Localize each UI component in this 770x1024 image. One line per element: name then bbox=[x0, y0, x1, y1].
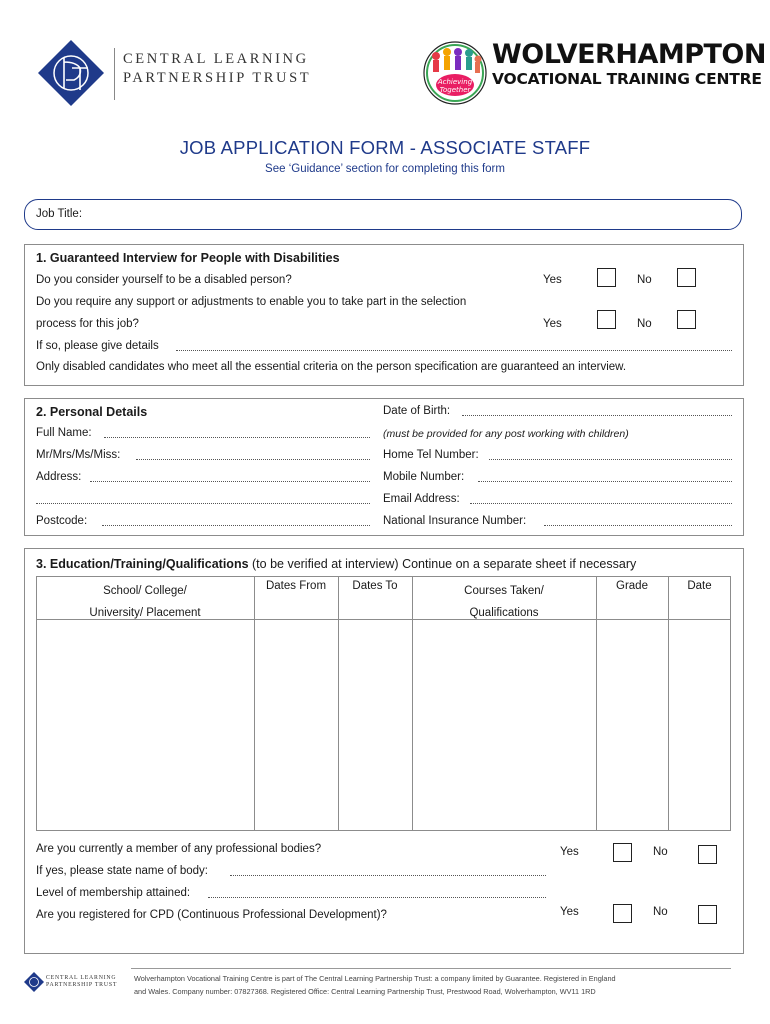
table-divider bbox=[596, 576, 597, 831]
col-header-dates-to: Dates To bbox=[352, 580, 398, 592]
cpd-yes-label: Yes bbox=[560, 906, 579, 918]
footer-brand-line1: CENTRAL LEARNING bbox=[46, 975, 117, 981]
email-line[interactable] bbox=[470, 503, 732, 504]
q1-yes-checkbox[interactable] bbox=[597, 268, 616, 287]
q-body-name: If yes, please state name of body: bbox=[36, 865, 208, 877]
title-label: Mr/Mrs/Ms/Miss: bbox=[36, 449, 121, 461]
wvtc-title: WOLVERHAMPTON bbox=[492, 39, 766, 70]
q1-no-label: No bbox=[637, 274, 652, 286]
q2-yes-checkbox[interactable] bbox=[597, 310, 616, 329]
q-support-line1: Do you require any support or adjustments to enable you to take part in the selection bbox=[36, 296, 467, 308]
wvtc-subtitle: VOCATIONAL TRAINING CENTRE bbox=[492, 70, 762, 88]
q2-yes-label: Yes bbox=[543, 318, 562, 330]
q-support-line2: process for this job? bbox=[36, 318, 139, 330]
col-header-courses bbox=[412, 580, 596, 624]
achieving-together-badge-icon bbox=[422, 40, 488, 106]
mobile-label: Mobile Number: bbox=[383, 471, 465, 483]
col-school-line1: School/ College/ bbox=[103, 585, 187, 597]
cpd-no-label: No bbox=[653, 906, 668, 918]
col-header-date: Date bbox=[687, 580, 712, 592]
col-header-school bbox=[36, 580, 254, 624]
page-subtitle: See ‘Guidance’ section for completing this form bbox=[265, 163, 505, 175]
job-title-label: Job Title: bbox=[36, 208, 83, 220]
page-title: JOB APPLICATION FORM - ASSOCIATE STAFF bbox=[179, 137, 591, 158]
full-name-label: Full Name: bbox=[36, 427, 92, 439]
member-yes-checkbox[interactable] bbox=[613, 843, 632, 862]
title-line[interactable] bbox=[136, 459, 370, 460]
full-name-line[interactable] bbox=[104, 437, 370, 438]
col-header-dates-from: Dates From bbox=[265, 580, 327, 592]
details-line[interactable] bbox=[176, 350, 732, 351]
footer-cl-trust-logo-icon bbox=[24, 972, 44, 992]
q2-no-label: No bbox=[637, 318, 652, 330]
table-divider bbox=[668, 576, 669, 831]
badge-line2: Together bbox=[439, 86, 471, 94]
guarantee-note: Only disabled candidates who meet all the essential criteria on the person specification are guaranteed an interview. bbox=[36, 361, 627, 373]
details-label: If so, please give details bbox=[36, 340, 159, 352]
job-title-field[interactable] bbox=[24, 199, 742, 230]
footer-legal-text bbox=[134, 972, 734, 998]
cpd-yes-checkbox[interactable] bbox=[613, 904, 632, 923]
address-line2[interactable] bbox=[36, 503, 370, 504]
footer-text-line1: Wolverhampton Vocational Training Centre is part of The Central Learning Partnership Trust: a company limited by Guarantee. Registered in England bbox=[134, 974, 616, 983]
address-line1[interactable] bbox=[90, 481, 370, 482]
table-divider bbox=[254, 576, 255, 831]
section2-heading: 2. Personal Details bbox=[36, 405, 148, 419]
postcode-label: Postcode: bbox=[36, 515, 88, 527]
footer-rule bbox=[131, 968, 731, 969]
footer-text-line2: and Wales. Company number: 07827368. Registered Office: Central Learning Partnership Trust, Prestwood Road, Wolverhampton, WV11 1RD bbox=[134, 987, 596, 996]
member-yes-label: Yes bbox=[560, 846, 579, 858]
postcode-line[interactable] bbox=[102, 525, 370, 526]
q2-no-checkbox[interactable] bbox=[677, 310, 696, 329]
cl-trust-name bbox=[123, 50, 311, 88]
table-divider bbox=[338, 576, 339, 831]
cpd-no-checkbox[interactable] bbox=[698, 905, 717, 924]
section3-heading-row bbox=[36, 557, 636, 571]
footer-brand bbox=[46, 975, 117, 989]
address-label: Address: bbox=[36, 471, 82, 483]
home-tel-line[interactable] bbox=[489, 459, 732, 460]
membership-level-line[interactable] bbox=[208, 897, 546, 898]
q-disabled-person: Do you consider yourself to be a disabled person? bbox=[36, 274, 292, 286]
badge-line1: Achieving bbox=[437, 78, 473, 86]
dob-label: Date of Birth: bbox=[383, 405, 451, 417]
q-membership-level: Level of membership attained: bbox=[36, 887, 191, 899]
col-header-grade: Grade bbox=[616, 580, 648, 592]
q1-no-checkbox[interactable] bbox=[677, 268, 696, 287]
dob-note: (must be provided for any post working with children) bbox=[383, 428, 629, 440]
section3-heading-note: (to be verified at interview) Continue on a separate sheet if necessary bbox=[248, 557, 637, 571]
mobile-line[interactable] bbox=[478, 481, 732, 482]
logo-divider bbox=[114, 48, 115, 100]
section3-heading: 3. Education/Training/Qualifications bbox=[36, 557, 249, 571]
ni-label: National Insurance Number: bbox=[383, 515, 527, 527]
col-courses-line1: Courses Taken/ bbox=[464, 585, 544, 597]
col-courses-line2: Qualifications bbox=[469, 607, 539, 619]
q1-yes-label: Yes bbox=[543, 274, 562, 286]
member-no-label: No bbox=[653, 846, 668, 858]
dob-line[interactable] bbox=[462, 415, 732, 416]
q-professional-member: Are you currently a member of any professional bodies? bbox=[36, 843, 322, 855]
cl-trust-line1: CENTRAL LEARNING bbox=[123, 51, 309, 67]
cl-trust-logo-icon bbox=[36, 38, 106, 108]
section1-heading: 1. Guaranteed Interview for People with Disabilities bbox=[36, 251, 340, 265]
home-tel-label: Home Tel Number: bbox=[383, 449, 479, 461]
member-no-checkbox[interactable] bbox=[698, 845, 717, 864]
cl-trust-line2: PARTNERSHIP TRUST bbox=[123, 70, 312, 86]
footer-brand-line2: PARTNERSHIP TRUST bbox=[46, 982, 118, 988]
col-school-line2: University/ Placement bbox=[89, 607, 201, 619]
ni-line[interactable] bbox=[544, 525, 732, 526]
email-label: Email Address: bbox=[383, 493, 460, 505]
q-cpd: Are you registered for CPD (Continuous Professional Development)? bbox=[36, 909, 387, 921]
body-name-line[interactable] bbox=[230, 875, 546, 876]
